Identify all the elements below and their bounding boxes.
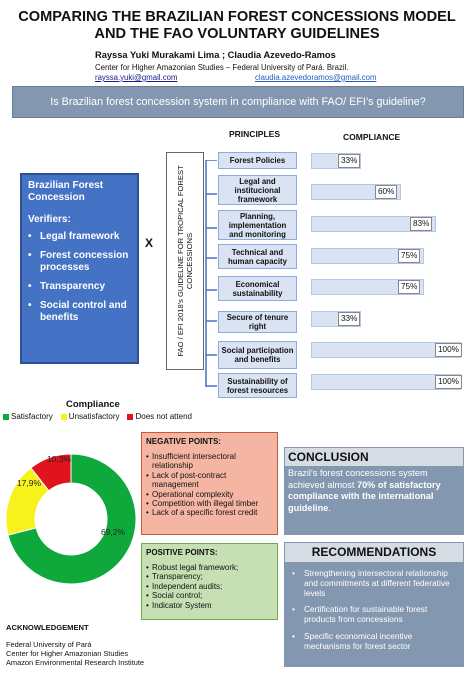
recommendation-item: • Strengthening intersectoral relationship and commitments at different federative levels [292, 569, 458, 598]
legend-swatch [127, 414, 133, 420]
principle-box: Economical sustainability [218, 276, 297, 301]
conclusion-text-end: . [328, 502, 331, 513]
principle-box: Social participation and benefits [218, 341, 297, 369]
principle-box: Secure of tenure right [218, 311, 297, 333]
compliance-bar [311, 216, 461, 232]
negative-item: • Insufficient intersectoral relationship [146, 452, 273, 471]
recommendations-title: RECOMMENDATIONS [284, 542, 464, 563]
legend-swatch [3, 414, 9, 420]
legend-label: Does not attend [135, 412, 192, 421]
acknowledgement-line: Center for Higher Amazonian Studies [6, 649, 129, 658]
legend-item-not-attend [127, 412, 191, 421]
compliance-value-label: 75% [398, 249, 420, 263]
principles-header: PRINCIPLES [229, 129, 281, 139]
title-line-2: AND THE FAO VOLUNTARY GUIDELINES [94, 26, 380, 42]
negative-item: • Lack of a specific forest credit [146, 508, 273, 517]
positive-item: • Social control; [146, 591, 273, 600]
compliance-header: COMPLIANCE [343, 132, 401, 142]
conclusion-title: CONCLUSION [284, 447, 464, 467]
positive-item: • Indicator System [146, 601, 273, 610]
positive-item: • Transparency; [146, 572, 273, 581]
conclusion-text [284, 466, 464, 535]
verifier-item: • Social control and benefits [28, 300, 131, 324]
acknowledgement-line: Amazon Environmental Research Institute [6, 658, 145, 667]
compliance-bar [311, 184, 461, 200]
principle-box: Forest Policies [218, 152, 297, 169]
principle-box: Sustainability of forest resources [218, 373, 297, 398]
donut-slice-label: 17,9% [16, 478, 42, 488]
compliance-bar [311, 153, 461, 169]
principles-bracket [205, 160, 217, 387]
poster-title [6, 9, 468, 43]
acknowledgement-lines [6, 640, 144, 667]
principle-box: Technical and human capacity [218, 244, 297, 269]
compliance-donut-chart [3, 428, 139, 610]
times-symbol: X [145, 236, 154, 250]
compliance-value-label: 75% [398, 280, 420, 294]
email-link-1[interactable]: rayssa.yuki@gmail.com [95, 73, 178, 82]
compliance-value-label: 33% [338, 312, 360, 326]
acknowledgement-line: Federal University of Pará [6, 640, 92, 649]
legend-item-satisfactory [3, 412, 53, 421]
compliance-bar [311, 248, 461, 264]
research-question: Is Brazilian forest concession system in compliance with FAO/ EFI’s guideline? [12, 86, 464, 118]
negative-item: • Lack of post-contract management [146, 471, 273, 490]
concession-title: Brazilian Forest Concession [28, 180, 104, 203]
donut-slice-label: 69,2% [100, 527, 126, 537]
positive-list [146, 563, 273, 610]
principle-box: Planning, implementation and monitoring [218, 210, 297, 240]
verifier-item: • Transparency [28, 281, 131, 293]
chart-legend [3, 412, 192, 421]
negative-item: • Competition with illegal timber [146, 499, 273, 508]
verifiers-label: Verifiers: [28, 214, 71, 225]
positive-points-box [141, 543, 278, 620]
compliance-bar [311, 342, 461, 358]
legend-label: Satisfactory [11, 412, 53, 421]
compliance-bar [311, 279, 461, 295]
compliance-value-label: 83% [410, 217, 432, 231]
positive-item: • Robust legal framework; [146, 563, 273, 572]
guideline-box [166, 152, 204, 370]
compliance-bar [311, 311, 461, 327]
title-line-1: COMPARING THE BRAZILIAN FOREST CONCESSIONS MODEL [18, 9, 456, 25]
positive-item: • Independent audits; [146, 582, 273, 591]
recommendation-item: • Certification for sustainable forest products from concessions [292, 605, 458, 625]
chart-title: Compliance [66, 399, 120, 410]
recommendations-box [284, 563, 464, 667]
principle-box: Legal and institucional framework [218, 175, 297, 205]
guideline-label: FAO / EFI 2018's GUIDELINE FOR TROPICAL FOREST CONCESSIONS [176, 165, 194, 357]
donut-slice-label: 10,3% [46, 454, 72, 464]
acknowledgement-title: ACKNOWLEDGEMENT [6, 623, 89, 632]
compliance-value-label: 100% [435, 375, 462, 389]
verifier-item: • Legal framework [28, 231, 131, 243]
recommendations-list [292, 569, 458, 652]
verifier-item: • Forest concession processes [28, 250, 131, 274]
email-link-2[interactable]: claudia.azevedoramos@gmail.com [255, 73, 377, 82]
verifiers-list [28, 231, 131, 324]
negative-points-box [141, 432, 278, 535]
positive-title: POSITIVE POINTS: [146, 548, 218, 557]
negative-title: NEGATIVE POINTS: [146, 437, 221, 446]
legend-item-unsatisfactory [61, 412, 120, 421]
compliance-value-label: 100% [435, 343, 462, 357]
compliance-value-label: 33% [338, 154, 360, 168]
conclusion-text-start: Brazil's forest concessions system achieved almost [288, 468, 428, 490]
negative-item: • Operational complexity [146, 490, 273, 499]
conclusion-text-highlight: 70% of satisfactory compliance with the international guideline [288, 479, 441, 513]
compliance-value-label: 60% [375, 185, 397, 199]
concession-box [20, 173, 139, 364]
authors: Rayssa Yuki Murakami Lima ; Claudia Azevedo-Ramos [95, 50, 336, 60]
legend-label: Unsatisfactory [68, 412, 120, 421]
affiliation: Center for Higher Amazonian Studies – Federal University of Pará. Brazil. [95, 63, 349, 72]
recommendation-item: • Specific economical incentive mechanisms for forest sector [292, 632, 458, 652]
legend-swatch [61, 414, 67, 420]
negative-list [146, 452, 273, 518]
compliance-bar [311, 374, 461, 390]
